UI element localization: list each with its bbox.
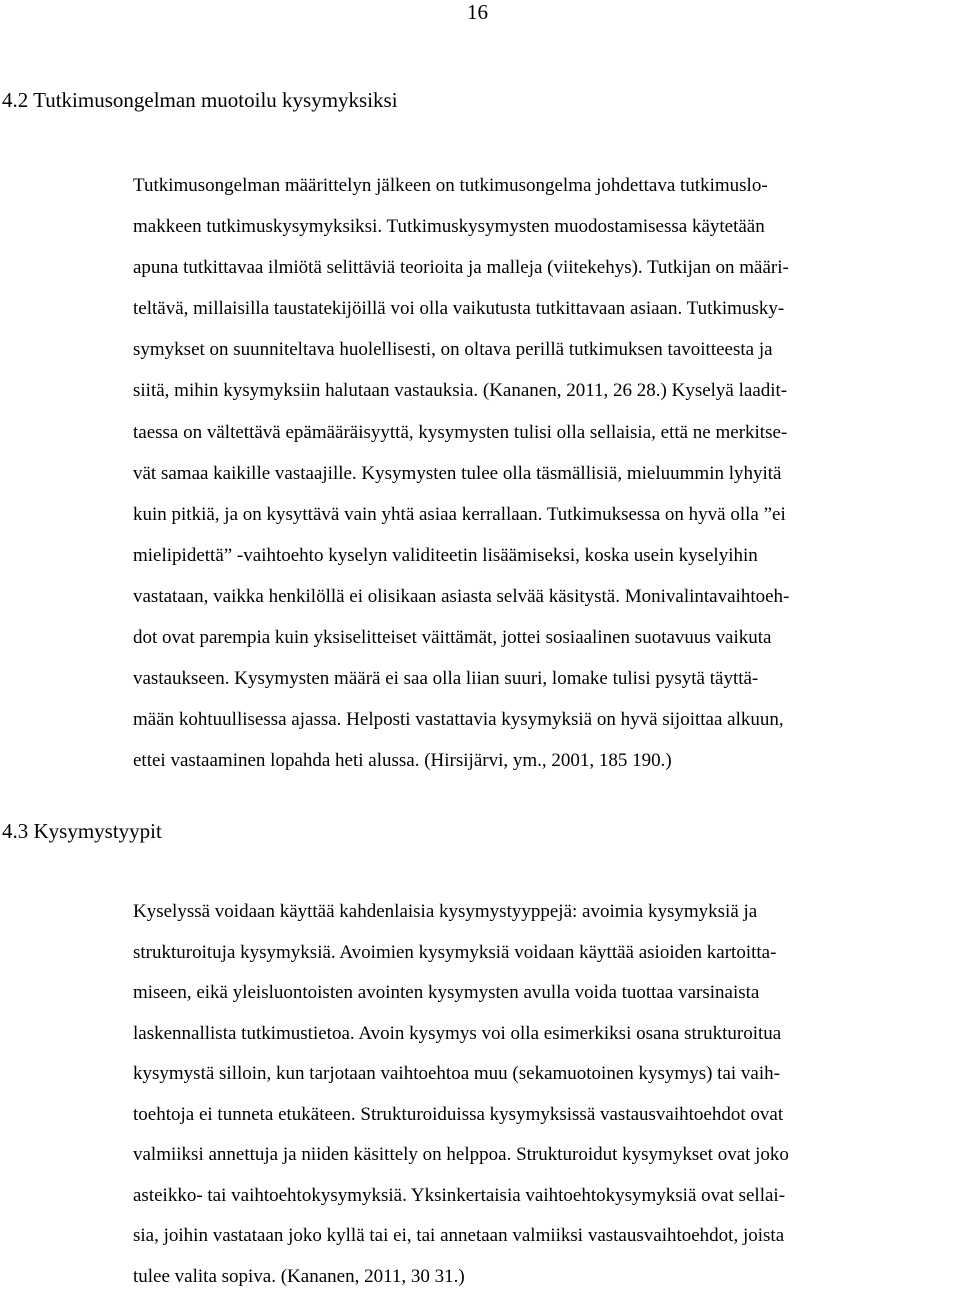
- paragraph-line: ettei vastaaminen lopahda heti alussa. (Hirsijärvi, ym., 2001, 185 190.): [133, 740, 953, 781]
- paragraph-line: apuna tutkittavaa ilmiötä selittäviä teorioita ja malleja (viitekehys). Tutkijan on määri-: [133, 247, 953, 288]
- paragraph-line: valmiiksi annettuja ja niiden käsittely on helppoa. Strukturoidut kysymykset ovat joko: [133, 1135, 953, 1176]
- page-number: 16: [467, 0, 488, 24]
- paragraph-line: dot ovat parempia kuin yksiselitteiset väittämät, jottei sosiaalinen suotavuus vaikuta: [133, 617, 953, 658]
- paragraph-line: laskennallista tutkimustietoa. Avoin kysymys voi olla esimerkiksi osana strukturoitua: [133, 1014, 953, 1055]
- paragraph-line: mään kohtuullisessa ajassa. Helposti vastattavia kysymyksiä on hyvä sijoittaa alkuun,: [133, 699, 953, 740]
- body-paragraph-question-formulation: [133, 165, 953, 781]
- paragraph-line: mielipidettä” -vaihtoehto kyselyn validiteetin lisäämiseksi, koska usein kyselyihin: [133, 535, 953, 576]
- paragraph-line: toehtoja ei tunneta etukäteen. Strukturoiduissa kysymyksissä vastausvaihtoehdot ovat: [133, 1095, 953, 1136]
- paragraph-line: teltävä, millaisilla taustatekijöillä voi olla vaikutusta tutkittavaan asiaan. Tutkimusky-: [133, 288, 953, 329]
- paragraph-line: makkeen tutkimuskysymyksiksi. Tutkimuskysymysten muodostamisessa käytetään: [133, 206, 953, 247]
- section-heading-4-2: 4.2 Tutkimusongelman muotoilu kysymyksiksi: [2, 88, 398, 112]
- paragraph-line: vastataan, vaikka henkilöllä ei olisikaan asiasta selvää käsitystä. Monivalintavaihtoeh-: [133, 576, 953, 617]
- paragraph-line: symykset on suunniteltava huolellisesti, on oltava perillä tutkimuksen tavoitteesta ja: [133, 329, 953, 370]
- paragraph-line: kuin pitkiä, ja on kysyttävä vain yhtä asiaa kerrallaan. Tutkimuksessa on hyvä olla ”ei: [133, 494, 953, 535]
- paragraph-line: vät samaa kaikille vastaajille. Kysymysten tulee olla täsmällisiä, mieluummin lyhyitä: [133, 453, 953, 494]
- paragraph-line: sia, joihin vastataan joko kyllä tai ei, tai annetaan valmiiksi vastausvaihtoehdot, joista: [133, 1216, 953, 1257]
- paragraph-line: Tutkimusongelman määrittelyn jälkeen on tutkimusongelma johdettava tutkimuslo-: [133, 165, 953, 206]
- paragraph-line: Kyselyssä voidaan käyttää kahdenlaisia kysymystyyppejä: avoimia kysymyksiä ja: [133, 892, 953, 933]
- paragraph-line: miseen, eikä yleisluontoisten avointen kysymysten avulla voida tuottaa varsinaista: [133, 973, 953, 1014]
- paragraph-line: kysymystä silloin, kun tarjotaan vaihtoehtoa muu (sekamuotoinen kysymys) tai vaih-: [133, 1054, 953, 1095]
- body-paragraph-question-types: [133, 892, 953, 1297]
- paragraph-line: taessa on vältettävä epämääräisyyttä, kysymysten tulisi olla sellaisia, että ne merkitse-: [133, 412, 953, 453]
- paragraph-line: strukturoituja kysymyksiä. Avoimien kysymyksiä voidaan käyttää asioiden kartoitta-: [133, 933, 953, 974]
- section-heading-4-3: 4.3 Kysymystyypit: [2, 819, 162, 843]
- paragraph-line: siitä, mihin kysymyksiin halutaan vastauksia. (Kananen, 2011, 26 28.) Kyselyä laadit-: [133, 370, 953, 411]
- paragraph-line: asteikko- tai vaihtoehtokysymyksiä. Yksinkertaisia vaihtoehtokysymyksiä ovat sellai-: [133, 1176, 953, 1217]
- paragraph-line: vastaukseen. Kysymysten määrä ei saa olla liian suuri, lomake tulisi pysytä täyttä-: [133, 658, 953, 699]
- paragraph-line: tulee valita sopiva. (Kananen, 2011, 30 31.): [133, 1257, 953, 1297]
